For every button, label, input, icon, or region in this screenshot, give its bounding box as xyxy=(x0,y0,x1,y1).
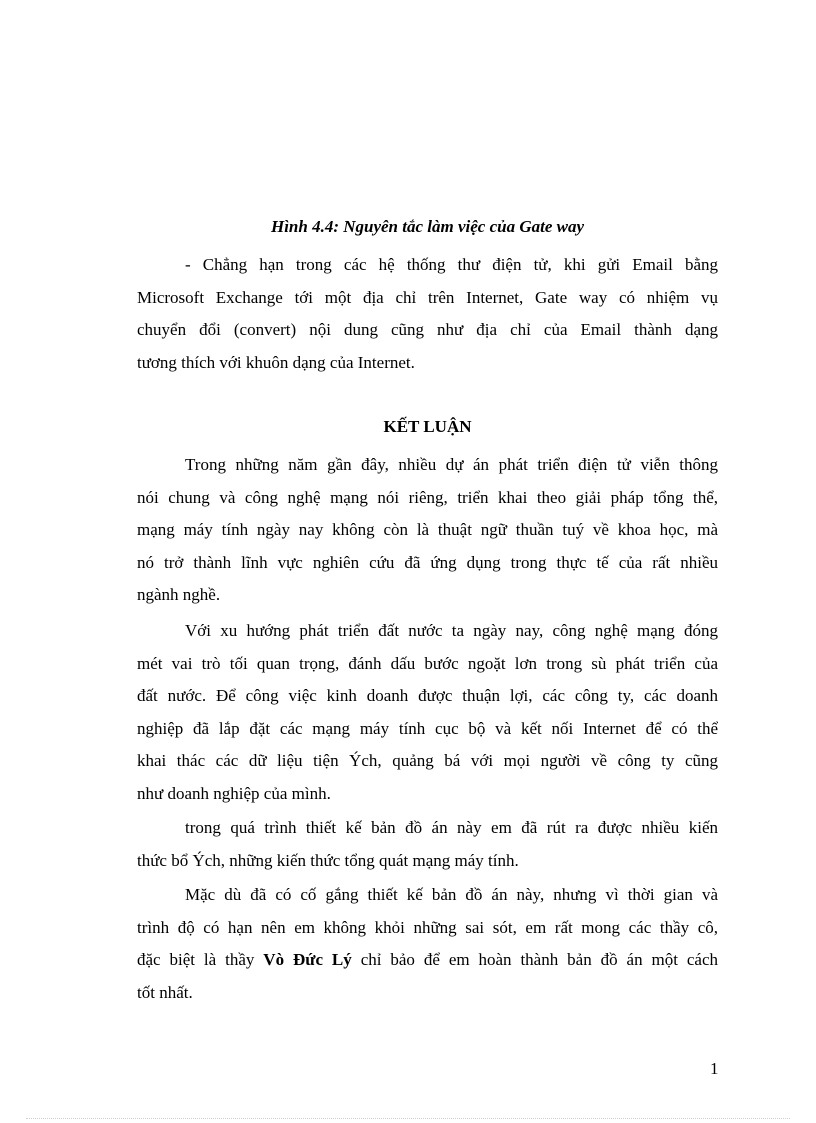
text-line: đất nước. Để công việc kinh doanh được thuận lợi, các công ty, các doanh xyxy=(137,686,718,705)
figure-caption: Hình 4.4: Nguyên tắc làm việc của Gate way xyxy=(270,217,585,236)
text-line: Trong những năm gần đây, nhiều dự án phát triển điện tử viễn thông xyxy=(185,455,718,474)
text-line: mạng máy tính ngày nay không còn là thuật ngữ thuần tuý về khoa học, mà xyxy=(137,520,718,539)
page-number: 1 xyxy=(710,1059,719,1078)
text-line: như doanh nghiệp của mình. xyxy=(137,783,331,803)
text-line: nó trở thành lĩnh vực nghiên cứu đã ứng dụng trong thực tế của rất nhiều xyxy=(137,552,718,572)
text-line: Microsoft Exchange tới một địa chỉ trên Internet, Gate way có nhiệm vụ xyxy=(137,287,718,307)
page-bottom-divider xyxy=(26,1118,790,1119)
text-line-with-name xyxy=(137,944,718,977)
paragraph-2 xyxy=(137,615,718,810)
text-line: mét vai trò tối quan trọng, đánh dấu bước ngoặt lơn trong sù phát triển của xyxy=(137,653,718,673)
conclusion-heading: KẾT LUẬN xyxy=(383,417,472,436)
text-line: thức bổ Ých, những kiến thức tổng quát mạng máy tính. xyxy=(137,850,519,870)
text-line: ngành nghề. xyxy=(137,585,221,604)
text-line: chuyển đổi (convert) nội dung cũng như địa chỉ của Email thành dạng xyxy=(137,320,718,339)
text-line: tốt nhất. xyxy=(137,982,193,1002)
intro-paragraph xyxy=(137,249,718,379)
text-line: tương thích với khuôn dạng của Internet. xyxy=(137,352,415,372)
text-line: Mặc dù đã có cố gắng thiết kế bản đồ án này, nhưng vì thời gian và xyxy=(185,885,718,904)
text-line: nói chung và công nghệ mạng nói riêng, triển khai theo giải pháp tổng thể, xyxy=(137,487,718,507)
text-segment: chỉ bảo để em hoàn thành bản đồ án một cách xyxy=(351,950,718,969)
supervisor-name: Vò Đức Lý xyxy=(263,950,352,969)
text-line: khai thác các dữ liệu tiện Ých, quảng bá với mọi người về công ty cũng xyxy=(137,751,718,770)
paragraph-3 xyxy=(137,812,718,877)
paragraph-1 xyxy=(137,449,718,612)
text-line: nghiệp đã lắp đặt các mạng máy tính cục bộ và kết nối Internet để có thể xyxy=(137,718,718,738)
text-segment: đặc biệt là thầy xyxy=(137,950,264,969)
text-line: trong quá trình thiết kế bản đồ án này em đã rút ra được nhiều kiến xyxy=(185,818,718,837)
text-line: trình độ có hạn nên em không khỏi những sai sót, em rất mong các thầy cô, xyxy=(137,917,718,937)
text-line: Với xu hướng phát triển đất nước ta ngày nay, công nghệ mạng đóng xyxy=(185,621,718,640)
paragraph-4 xyxy=(137,879,718,1009)
text-line: - Chẳng hạn trong các hệ thống thư điện tử, khi gửi Email bằng xyxy=(185,255,718,274)
